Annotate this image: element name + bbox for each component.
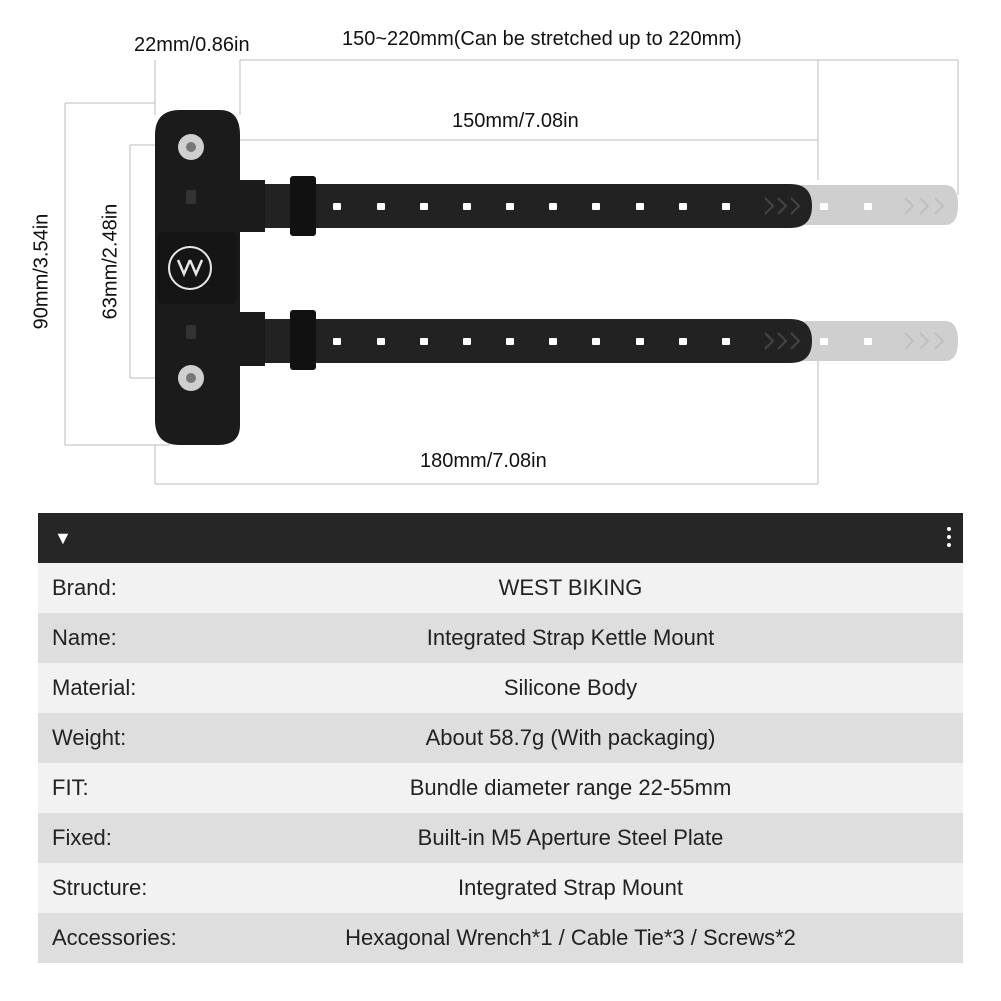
row-label: Brand: (52, 575, 117, 600)
mount-drawing (0, 0, 1001, 500)
product-dimension-figure (0, 0, 1001, 500)
row-value: Bundle diameter range 22-55mm (409, 775, 732, 800)
table-row (38, 613, 963, 663)
row-label: Name: (52, 625, 117, 650)
spec-table-header (38, 513, 963, 563)
row-value: Integrated Strap Mount (457, 875, 684, 900)
row-label: Accessories: (52, 925, 177, 950)
row-value: Silicone Body (503, 675, 638, 700)
row-label: Fixed: (52, 825, 112, 850)
table-row (38, 863, 963, 913)
table-row (38, 813, 963, 863)
more-vertical-icon[interactable] (947, 527, 953, 551)
row-label: Material: (52, 675, 137, 700)
table-row (38, 713, 963, 763)
dim-height-total: 90mm/3.54in (30, 213, 53, 330)
collapse-triangle-icon[interactable]: ▼ (54, 528, 72, 548)
mount-body (155, 110, 265, 445)
row-label: FIT: (52, 775, 89, 800)
row-value: Integrated Strap Kettle Mount (426, 625, 715, 650)
table-row (38, 563, 963, 613)
row-value: WEST BIKING (498, 575, 643, 600)
row-value: Hexagonal Wrench*1 / Cable Tie*3 / Screws*2 (345, 925, 796, 950)
dim-total-length: 180mm/7.08in (420, 450, 547, 472)
strap-extension-top (800, 185, 958, 225)
table-row (38, 913, 963, 963)
dim-stretch-range: 150~220mm(Can be stretched up to 220mm) (342, 28, 742, 50)
spec-table (38, 513, 963, 963)
dim-width-top: 22mm/0.86in (134, 34, 250, 56)
strap-top (230, 176, 812, 236)
row-value: About 58.7g (With packaging) (425, 725, 716, 750)
strap-extension-bottom (800, 321, 958, 361)
row-value: Built-in M5 Aperture Steel Plate (417, 825, 724, 850)
dim-hole-spacing: 63mm/2.48in (99, 203, 122, 320)
table-row (38, 663, 963, 713)
strap-bottom (230, 310, 812, 370)
row-label: Weight: (52, 725, 127, 750)
spec-table-body (38, 563, 963, 963)
table-row (38, 763, 963, 813)
dim-strap-length: 150mm/7.08in (452, 110, 579, 132)
row-label: Structure: (52, 875, 148, 900)
